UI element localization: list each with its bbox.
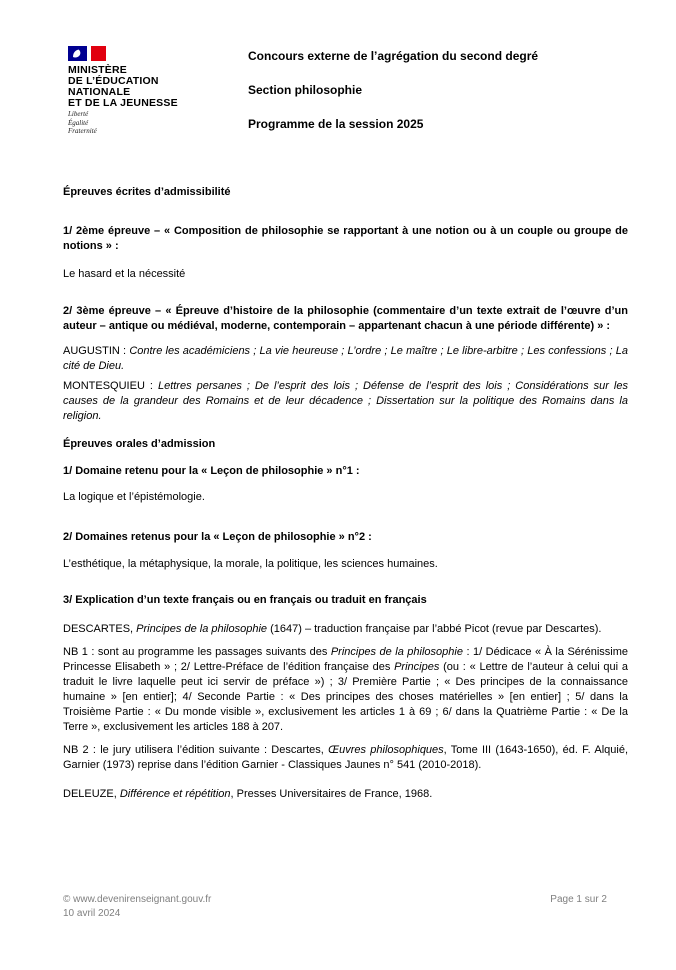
- document-heading: [63, 530, 628, 545]
- document-heading: [63, 185, 628, 200]
- text-segment: 3/ Explication d’un texte français ou en français ou traduit en français: [63, 594, 427, 606]
- ministry-line: ET DE LA JEUNESSE: [68, 97, 178, 109]
- text-segment: La logique et l’épistémologie.: [63, 491, 205, 503]
- text-segment: Principes de la philosophie: [136, 623, 268, 635]
- text-segment: 1/ Domaine retenu pour la « Leçon de philosophie » n°1 :: [63, 465, 360, 477]
- french-flag-icon: [68, 46, 106, 61]
- footer-page-number: Page 1 sur 2: [550, 894, 607, 905]
- text-segment: Principes: [394, 661, 440, 673]
- document-title-section: Section philosophie: [248, 83, 363, 97]
- text-segment: DESCARTES,: [63, 623, 137, 635]
- text-segment: NB 2 : le jury utilisera l’édition suivante : Descartes,: [63, 744, 329, 756]
- document-heading: [63, 224, 628, 254]
- text-segment: 2/ Domaines retenus pour la « Leçon de philosophie » n°2 :: [63, 531, 372, 543]
- republic-motto: [68, 110, 97, 136]
- text-segment: (1647) – traduction française par l’abbé Picot (revue par Descartes).: [267, 623, 602, 635]
- document-paragraph: [63, 557, 628, 572]
- document-heading: [63, 464, 628, 479]
- text-segment: MONTESQUIEU :: [63, 380, 158, 392]
- text-segment: Contre les académiciens ; La vie heureuse ; L’ordre ; Le maître ; Le libre-arbitre ; Les confessions ; La cité de Dieu.: [63, 345, 628, 372]
- footer-left: [63, 893, 211, 920]
- text-segment: Le hasard et la nécessité: [63, 268, 186, 280]
- motto-line: Liberté: [68, 110, 89, 118]
- document-title-concours: Concours externe de l’agrégation du second degré: [248, 49, 539, 63]
- document-paragraph: [63, 645, 628, 735]
- text-segment: DELEUZE,: [63, 788, 120, 800]
- motto-line: Fraternité: [68, 127, 97, 135]
- document-paragraph: [63, 344, 628, 374]
- footer-copyright-url: © www.devenirenseignant.gouv.fr: [63, 894, 212, 905]
- motto-line: Égalité: [68, 118, 89, 127]
- document-paragraph: [63, 267, 628, 282]
- ministry-line: DE L’ÉDUCATION: [68, 75, 159, 87]
- ministry-line: MINISTÈRE: [68, 64, 127, 76]
- ministry-name: [68, 65, 178, 109]
- text-segment: 2/ 3ème épreuve – « Épreuve d’histoire de la philosophie (commentaire d’un texte extrait de l’œuvre d’un auteur – antique ou médiéval, moderne, contemporain – appartenant chacun à une période différente) » :: [63, 305, 628, 332]
- document-heading: [63, 593, 628, 608]
- document-header: [248, 48, 538, 150]
- text-segment: Principes de la philosophie: [330, 646, 463, 658]
- text-segment: AUGUSTIN :: [63, 345, 130, 357]
- text-segment: L’esthétique, la métaphysique, la morale, la politique, les sciences humaines.: [63, 558, 438, 570]
- document-body: [63, 185, 628, 802]
- document-heading: [63, 437, 628, 452]
- text-segment: : 1/ Dédicace « À la Sérénissime Princesse Elisabeth » ; 2/ Lettre-Préface de l’édition française des: [63, 646, 628, 673]
- ministry-line: NATIONALE: [68, 86, 131, 98]
- text-segment: , Tome III (1643-1650), éd. F. Alquié, Garnier (1973) reprise dans l’édition Garnier - Classiques Jaunes n° 541 (2010-2018).: [63, 744, 628, 771]
- document-paragraph: [63, 743, 628, 773]
- document-paragraph: [63, 787, 628, 802]
- flag-red-block: [91, 46, 106, 61]
- document-paragraph: [63, 490, 628, 505]
- text-segment: Épreuves orales d’admission: [63, 438, 216, 450]
- text-segment: Lettres persanes ; De l’esprit des lois ; Défense de l’esprit des lois ; Considérations sur les causes de la grandeur des Romains et de leur décadence ; Dissertation sur la politique des Romains dans la religion.: [63, 380, 628, 422]
- ministry-logo: [68, 46, 178, 135]
- document-heading: [63, 304, 628, 334]
- document-paragraph: [63, 622, 628, 637]
- document-title-programme: Programme de la session 2025: [248, 117, 424, 131]
- text-segment: (ou : « Lettre de l’auteur à celui qui a traduit le livre laquelle peut ici servir de préface ») ; 3/ Première Partie ; « Des principes de la connaissance humaine » [en entier]; 4/ Seconde Partie : « Des principes des choses matérielles » [en entier] ; 5/ dans la Troisième Partie : « Du monde visible », exclusivement les articles 1 à 69 ; 6/ dans la Quatrième Partie : « De la Terre », exclusivement les articles 188 à 207.: [63, 661, 628, 733]
- document-paragraph: [63, 379, 628, 424]
- text-segment: Œuvres philosophiques: [328, 744, 444, 756]
- text-segment: , Presses Universitaires de France, 1968.: [230, 788, 433, 800]
- text-segment: Différence et répétition: [119, 788, 231, 800]
- text-segment: NB 1 : sont au programme les passages suivants des: [63, 646, 331, 658]
- text-segment: 1/ 2ème épreuve – « Composition de philosophie se rapportant à une notion ou à un couple ou groupe de notions » :: [63, 225, 628, 252]
- footer-date: 10 avril 2024: [63, 907, 121, 919]
- text-segment: Épreuves écrites d’admissibilité: [63, 186, 231, 198]
